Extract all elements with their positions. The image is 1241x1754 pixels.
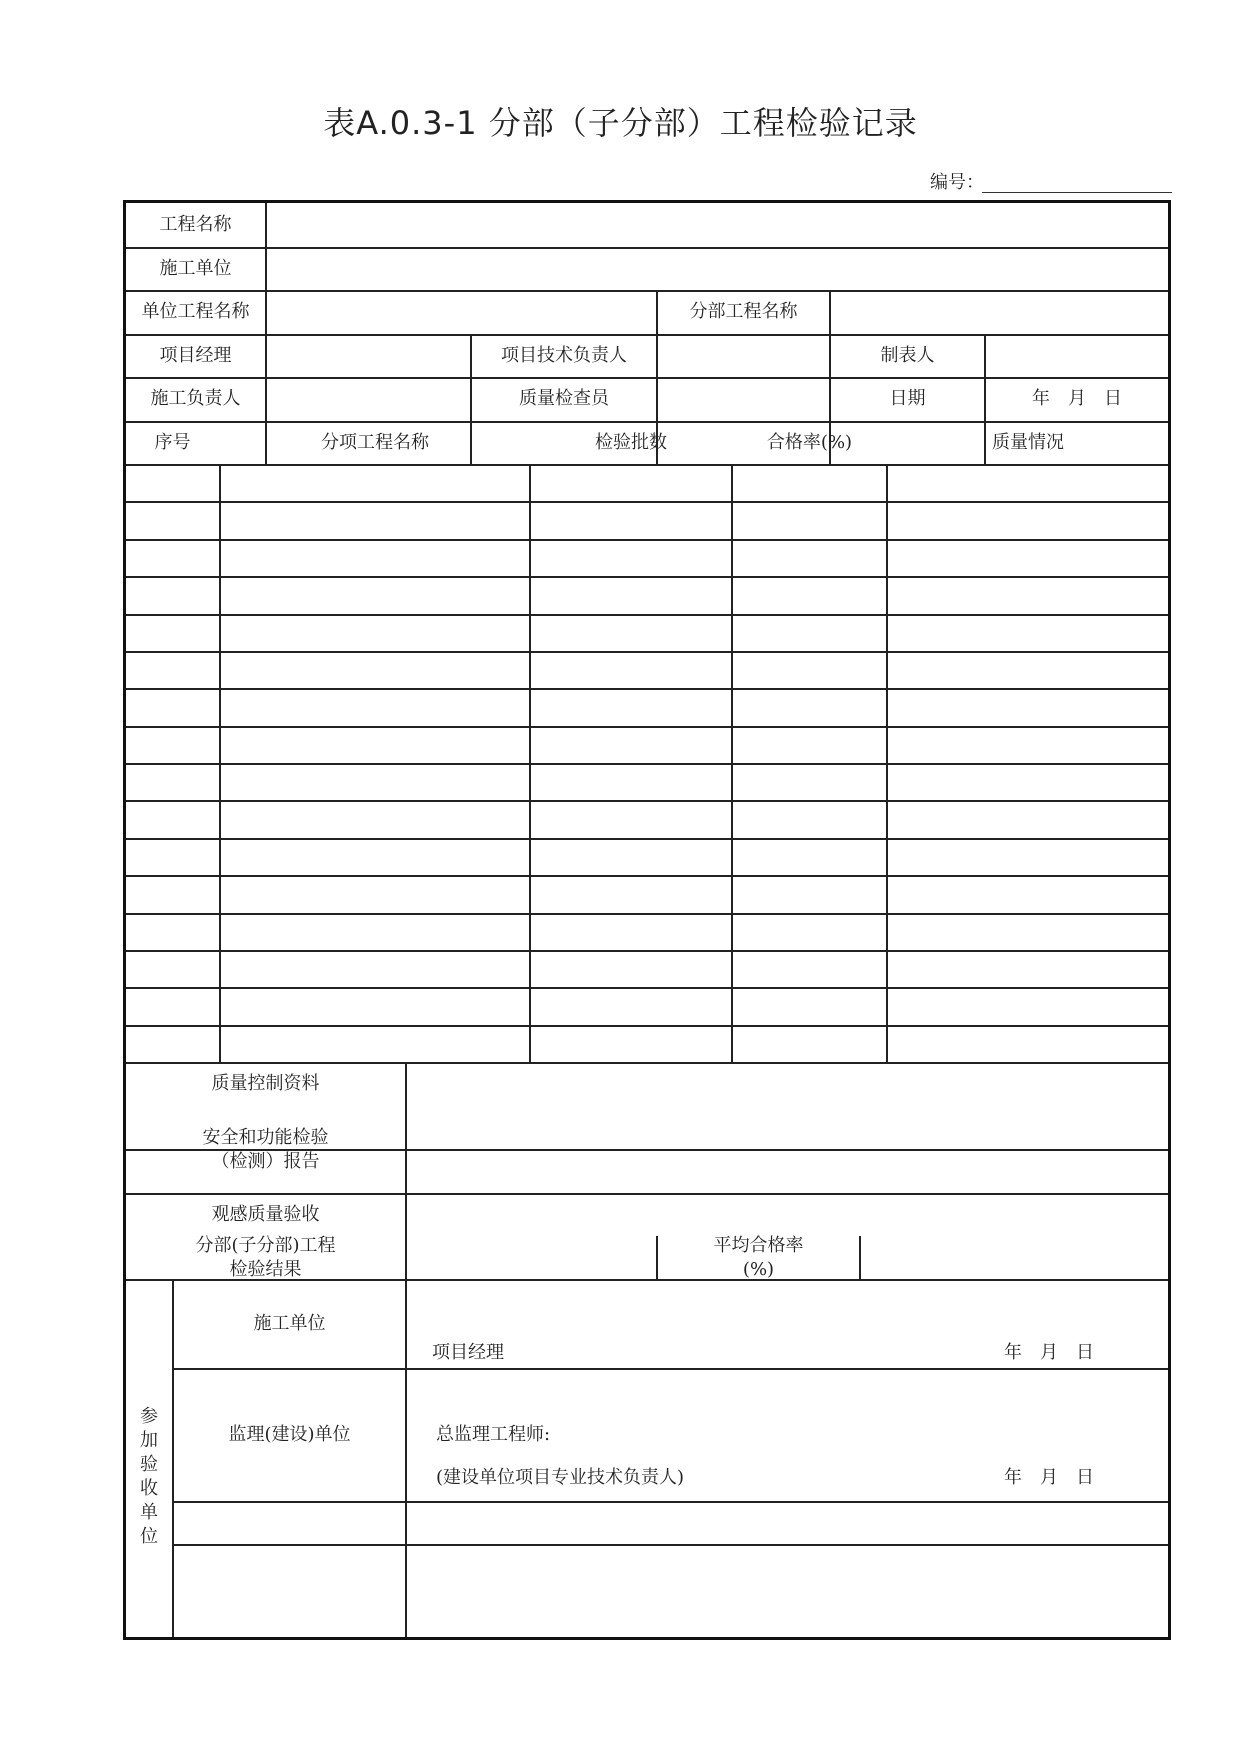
table-cell-seq[interactable]: [126, 1027, 219, 1062]
field-date[interactable]: 年 月 日: [1032, 388, 1122, 409]
table-cell-pass-rate[interactable]: [733, 690, 886, 725]
table-cell-seq[interactable]: [126, 503, 219, 538]
label-contractor: 施工单位: [159, 257, 232, 279]
table-cell-pass-rate[interactable]: [733, 877, 886, 912]
col-header-seq: 序号: [154, 431, 191, 453]
label-project-name: 工程名称: [159, 214, 232, 235]
field-prepared-by[interactable]: [986, 334, 1168, 377]
field-project-manager[interactable]: [267, 334, 470, 377]
table-cell-item-name[interactable]: [221, 915, 529, 950]
table-cell-item-name[interactable]: [221, 1027, 529, 1062]
table-cell-item-name[interactable]: [221, 541, 529, 576]
field-quality-control-docs[interactable]: [407, 1062, 1168, 1106]
table-cell-item-name[interactable]: [221, 503, 529, 538]
label-quality-inspector: 质量检查员: [519, 388, 609, 409]
table-cell-item-name[interactable]: [221, 877, 529, 912]
table-cell-seq[interactable]: [126, 690, 219, 725]
table-cell-pass-rate[interactable]: [733, 578, 886, 613]
table-cell-batch-count[interactable]: [531, 1027, 731, 1062]
table-cell-pass-rate[interactable]: [733, 765, 886, 800]
label-participating-units: 参加验收单位: [140, 1406, 158, 1547]
label-contractor-pm: 项目经理: [432, 1342, 504, 1363]
table-cell-pass-rate[interactable]: [733, 802, 886, 837]
table-cell-item-name[interactable]: [221, 578, 529, 613]
table-cell-quality[interactable]: [888, 952, 1166, 987]
table-cell-quality[interactable]: [888, 877, 1166, 912]
field-project-name[interactable]: [267, 203, 1168, 247]
table-cell-item-name[interactable]: [221, 653, 529, 688]
table-cell-pass-rate[interactable]: [733, 653, 886, 688]
table-cell-batch-count[interactable]: [531, 989, 731, 1024]
col-header-batch-count: 检验批数: [595, 431, 667, 453]
label-prepared-by: 制表人: [880, 344, 935, 366]
table-cell-batch-count[interactable]: [531, 690, 731, 725]
label-project-manager: 项目经理: [159, 344, 232, 366]
table-cell-pass-rate[interactable]: [733, 952, 886, 987]
field-quality-inspector[interactable]: [658, 377, 829, 421]
inspection-record-form: [123, 200, 1171, 1640]
field-extra-sign-2[interactable]: [407, 1544, 1168, 1637]
label-division-name: 分部工程名称: [689, 301, 798, 322]
table-cell-pass-rate[interactable]: [733, 840, 886, 875]
label-date: 日期: [889, 388, 926, 409]
table-cell-quality[interactable]: [888, 915, 1166, 950]
field-unit-project-name[interactable]: [267, 290, 656, 334]
table-cell-batch-count[interactable]: [531, 503, 731, 538]
table-cell-item-name[interactable]: [221, 765, 529, 800]
table-cell-item-name[interactable]: [221, 690, 529, 725]
table-cell-batch-count[interactable]: [531, 466, 731, 501]
table-cell-seq[interactable]: [126, 952, 219, 987]
table-cell-quality[interactable]: [888, 466, 1166, 501]
table-cell-item-name[interactable]: [221, 728, 529, 763]
table-cell-seq[interactable]: [126, 802, 219, 837]
table-cell-batch-count[interactable]: [531, 952, 731, 987]
table-cell-batch-count[interactable]: [531, 578, 731, 613]
table-cell-pass-rate[interactable]: [733, 728, 886, 763]
field-supervisor-sign-date[interactable]: 年 月 日: [1004, 1467, 1094, 1488]
table-cell-pass-rate[interactable]: [733, 989, 886, 1024]
field-site-lead[interactable]: [267, 377, 470, 421]
table-cell-seq[interactable]: [126, 466, 219, 501]
table-cell-quality[interactable]: [888, 728, 1166, 763]
label-inspection-result: 分部(子分部)工程 检验结果: [195, 1234, 336, 1280]
table-cell-batch-count[interactable]: [531, 616, 731, 651]
field-avg-pass-rate[interactable]: [861, 1236, 1168, 1279]
table-cell-item-name[interactable]: [221, 989, 529, 1024]
table-cell-batch-count[interactable]: [531, 877, 731, 912]
form-title: 表A.0.3-1 分部（子分部）工程检验记录: [323, 104, 918, 142]
table-cell-pass-rate[interactable]: [733, 1027, 886, 1062]
field-extra-sign-1[interactable]: [407, 1501, 1168, 1544]
label-tech-lead: 项目技术负责人: [501, 344, 627, 366]
field-division-name[interactable]: [831, 290, 1168, 334]
field-contractor[interactable]: [267, 247, 1168, 290]
table-cell-item-name[interactable]: [221, 802, 529, 837]
label-sign-supervisor: 监理(建设)单位: [228, 1423, 351, 1445]
table-cell-item-name[interactable]: [221, 840, 529, 875]
label-owner-tech-lead: (建设单位项目专业技术负责人): [436, 1467, 685, 1488]
table-cell-seq[interactable]: [126, 653, 219, 688]
table-cell-pass-rate[interactable]: [733, 541, 886, 576]
label-chief-supervisor: 总监理工程师:: [436, 1424, 551, 1445]
table-cell-seq[interactable]: [126, 915, 219, 950]
table-cell-seq[interactable]: [126, 578, 219, 613]
label-appearance-acceptance: 观感质量验收: [211, 1203, 320, 1225]
table-cell-quality[interactable]: [888, 802, 1166, 837]
label-site-lead: 施工负责人: [150, 388, 241, 409]
table-cell-quality[interactable]: [888, 765, 1166, 800]
field-inspection-result[interactable]: [407, 1236, 656, 1279]
table-cell-batch-count[interactable]: [531, 653, 731, 688]
label-avg-pass-rate: 平均合格率 (%): [713, 1234, 804, 1280]
table-cell-quality[interactable]: [888, 840, 1166, 875]
table-cell-batch-count[interactable]: [531, 802, 731, 837]
col-header-quality: 质量情况: [992, 431, 1064, 453]
field-tech-lead[interactable]: [658, 334, 829, 377]
table-cell-pass-rate[interactable]: [733, 466, 886, 501]
label-unit-project-name: 单位工程名称: [141, 301, 250, 322]
table-cell-batch-count[interactable]: [531, 840, 731, 875]
field-extra-unit-2[interactable]: [174, 1544, 405, 1637]
table-cell-item-name[interactable]: [221, 952, 529, 987]
label-safety-function-report: 安全和功能检验 （检测）报告: [202, 1126, 329, 1172]
label-quality-control-docs: 质量控制资料: [211, 1073, 320, 1094]
label-sign-contractor: 施工单位: [253, 1312, 326, 1334]
table-cell-quality[interactable]: [888, 578, 1166, 613]
field-safety-function-report[interactable]: [407, 1106, 1168, 1193]
doc-number-field[interactable]: [982, 192, 1172, 193]
table-cell-item-name[interactable]: [221, 616, 529, 651]
doc-number-label: 编号：: [930, 172, 984, 193]
table-cell-pass-rate[interactable]: [733, 915, 886, 950]
table-cell-seq[interactable]: [126, 541, 219, 576]
table-cell-batch-count[interactable]: [531, 728, 731, 763]
table-cell-quality[interactable]: [888, 690, 1166, 725]
field-appearance-acceptance[interactable]: [407, 1193, 1168, 1236]
table-cell-quality[interactable]: [888, 616, 1166, 651]
table-cell-batch-count[interactable]: [531, 765, 731, 800]
table-cell-seq[interactable]: [126, 616, 219, 651]
table-cell-quality[interactable]: [888, 989, 1166, 1024]
field-contractor-sign-date[interactable]: 年 月 日: [1004, 1342, 1094, 1363]
col-header-pass-rate: 合格率(%): [766, 431, 853, 453]
table-cell-seq[interactable]: [126, 728, 219, 763]
table-cell-item-name[interactable]: [221, 466, 529, 501]
col-header-item-name: 分项工程名称: [321, 431, 429, 453]
table-cell-seq[interactable]: [126, 989, 219, 1024]
table-cell-seq[interactable]: [126, 877, 219, 912]
table-cell-seq[interactable]: [126, 765, 219, 800]
table-cell-pass-rate[interactable]: [733, 503, 886, 538]
table-cell-batch-count[interactable]: [531, 541, 731, 576]
table-cell-quality[interactable]: [888, 541, 1166, 576]
table-cell-batch-count[interactable]: [531, 915, 731, 950]
field-extra-unit-1[interactable]: [174, 1501, 405, 1544]
table-cell-quality[interactable]: [888, 1027, 1166, 1062]
table-cell-quality[interactable]: [888, 653, 1166, 688]
table-cell-pass-rate[interactable]: [733, 616, 886, 651]
table-cell-quality[interactable]: [888, 503, 1166, 538]
table-cell-seq[interactable]: [126, 840, 219, 875]
